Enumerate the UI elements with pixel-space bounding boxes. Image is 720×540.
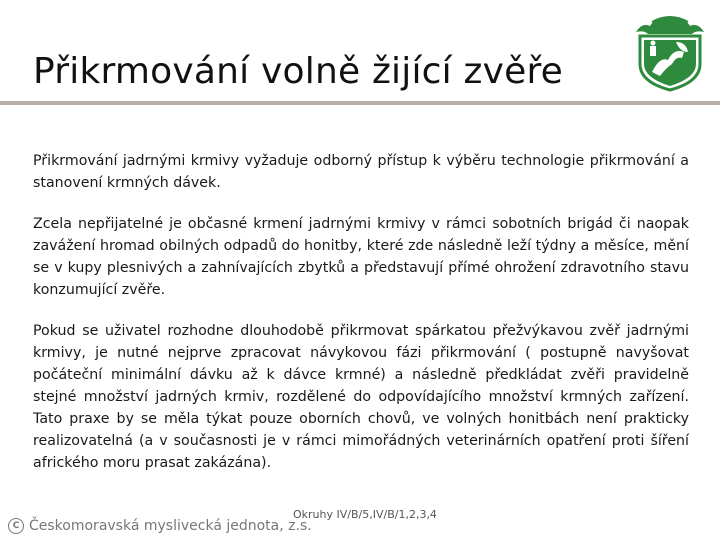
paragraph: Pokud se uživatel rozhodne dlouhodobě přikrmovat spárkatou přežvýkavou zvěř jadrnými krmivy, je nutné nejprve zpracovat návykovou fázi přikrmování ( postupně navyšovat počáteční minimální dávku až k dávce krmné) a následně předkládat zvěři pravidelně stejné množství jadrných krmiv, rozdělené do odpovídajícího množství krmných zařízení. Tato praxe by se měla týkat pouze oborních chovů, ve volných honitbách není prakticky realizovatelná (a v současnosti je v rámci mimořádných veterinárních opatření proti šíření afrického moru prasat zakázána). <box>33 323 689 471</box>
cmmj-emblem-icon <box>630 12 710 92</box>
footer-reference: Okruhy IV/B/5,IV/B/1,2,3,4 <box>293 508 437 521</box>
paragraph: Přikrmování jadrnými krmivy vyžaduje odborný přístup k výběru technologie přikrmování a stanovení krmných dávek. <box>33 153 689 191</box>
slide-body <box>33 150 689 474</box>
paragraph: Zcela nepřijatelné je občasné krmení jadrnými krmivy v rámci sobotních brigád či naopak zavážení hromad obilných odpadů do honitby, které zde následně leží týdny a měsíce, mění se v kupy plesnivých a zahnívajících zbytků a představují přímé ohrožení zdravotního stavu konzumující zvěře. <box>33 216 689 298</box>
title-divider <box>0 101 720 105</box>
organization-name: Českomoravská myslivecká jednota, z.s. <box>29 518 312 534</box>
slide-title: Přikrmování volně žijící zvěře <box>33 51 564 92</box>
copyright-line <box>8 518 312 534</box>
copyright-icon: C <box>8 518 24 534</box>
